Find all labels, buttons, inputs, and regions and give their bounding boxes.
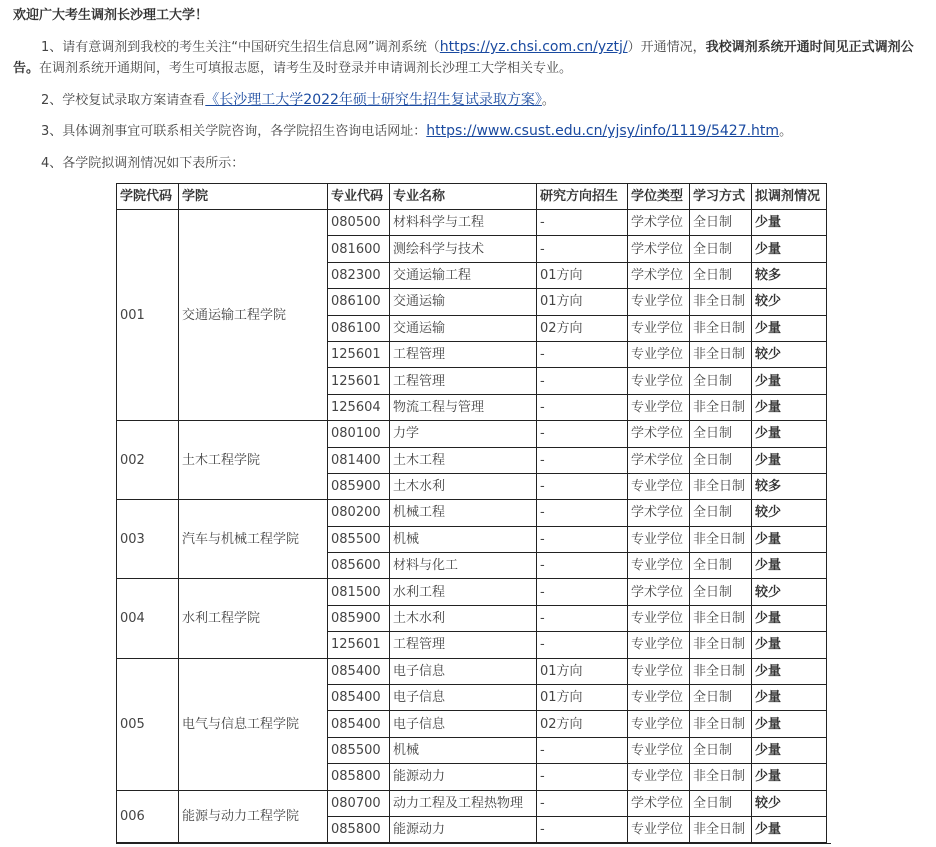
adjustment-status-cell: 较少	[752, 500, 827, 526]
study-mode-cell: 非全日制	[690, 632, 752, 658]
major-name-cell: 电子信息	[390, 711, 537, 737]
study-mode-cell: 非全日制	[690, 473, 752, 499]
p4-text: 4、各学院拟调剂情况如下表所示：	[41, 156, 245, 171]
chsi-adjustment-link[interactable]: https://yz.chsi.com.cn/yztj/	[439, 39, 628, 55]
study-mode-cell: 全日制	[690, 737, 752, 763]
major-name-cell: 工程管理	[390, 632, 537, 658]
adjustment-status-cell: 少量	[752, 685, 827, 711]
major-code-cell: 085800	[328, 764, 390, 790]
study-mode-cell: 全日制	[690, 262, 752, 288]
notice-paragraph-1	[13, 37, 931, 79]
study-mode-cell: 非全日制	[690, 394, 752, 420]
study-mode-cell: 全日制	[690, 236, 752, 262]
research-direction-cell: 02方向	[537, 711, 628, 737]
major-name-cell: 交通运输	[390, 289, 537, 315]
research-direction-cell: -	[537, 790, 628, 816]
major-code-cell: 082300	[328, 262, 390, 288]
major-code-cell: 081500	[328, 579, 390, 605]
adjustment-status-cell: 少量	[752, 526, 827, 552]
major-code-cell: 085400	[328, 658, 390, 684]
major-code-cell: 125601	[328, 368, 390, 394]
degree-type-cell: 专业学位	[628, 553, 690, 579]
adjustment-status-cell: 少量	[752, 632, 827, 658]
degree-type-cell: 专业学位	[628, 632, 690, 658]
adjustment-status-cell: 少量	[752, 236, 827, 262]
notice-paragraph-2	[13, 90, 931, 111]
p3-text-after: 。	[779, 124, 793, 139]
research-direction-cell: -	[537, 500, 628, 526]
major-code-cell: 085900	[328, 473, 390, 499]
major-code-cell: 080200	[328, 500, 390, 526]
header-research-direction: 研究方向招生	[537, 184, 628, 210]
p3-text-before: 3、具体调剂事宜可联系相关学院咨询，各学院招生咨询电话网址：	[41, 124, 427, 139]
study-mode-cell: 全日制	[690, 421, 752, 447]
major-name-cell: 工程管理	[390, 341, 537, 367]
adjustment-status-cell: 少量	[752, 394, 827, 420]
research-direction-cell: -	[537, 579, 628, 605]
adjustment-status-cell: 少量	[752, 315, 827, 341]
admission-plan-link[interactable]: 《长沙理工大学2022年硕士研究生招生复试录取方案》	[205, 92, 542, 108]
research-direction-cell: -	[537, 526, 628, 552]
study-mode-cell: 全日制	[690, 447, 752, 473]
degree-type-cell: 专业学位	[628, 605, 690, 631]
study-mode-cell: 全日制	[690, 368, 752, 394]
major-code-cell: 085600	[328, 553, 390, 579]
header-college-code: 学院代码	[117, 184, 179, 210]
degree-type-cell: 专业学位	[628, 764, 690, 790]
adjustment-status-cell: 少量	[752, 816, 827, 842]
major-code-cell: 085500	[328, 737, 390, 763]
research-direction-cell: 02方向	[537, 315, 628, 341]
college-code-cell: 005	[117, 658, 179, 790]
adjustment-status-cell: 较少	[752, 579, 827, 605]
degree-type-cell: 专业学位	[628, 658, 690, 684]
college-name-cell: 交通运输工程学院	[179, 210, 328, 421]
adjustment-status-cell: 较少	[752, 790, 827, 816]
degree-type-cell: 学术学位	[628, 500, 690, 526]
table-row	[117, 790, 827, 816]
research-direction-cell: -	[537, 816, 628, 842]
p1-text-after: 在调剂系统开通期间，考生可填报志愿，请考生及时登录并申请调剂长沙理工大学相关专业。	[39, 61, 573, 76]
adjustment-status-cell: 少量	[752, 210, 827, 236]
college-code-cell: 001	[117, 210, 179, 421]
major-name-cell: 测绘科学与技术	[390, 236, 537, 262]
study-mode-cell: 非全日制	[690, 341, 752, 367]
degree-type-cell: 专业学位	[628, 368, 690, 394]
research-direction-cell: 01方向	[537, 658, 628, 684]
research-direction-cell: -	[537, 605, 628, 631]
p1-text-before: 1、请有意调剂到我校的考生关注“中国研究生招生信息网”调剂系统（	[41, 40, 440, 55]
header-study-mode: 学习方式	[690, 184, 752, 210]
adjustment-status-cell: 少量	[752, 421, 827, 447]
adjustment-status-cell: 少量	[752, 658, 827, 684]
table-header-row	[117, 184, 827, 210]
p1-text-middle: ）开通情况，	[627, 40, 706, 55]
major-code-cell: 125601	[328, 341, 390, 367]
research-direction-cell: 01方向	[537, 685, 628, 711]
research-direction-cell: -	[537, 341, 628, 367]
major-code-cell: 086100	[328, 289, 390, 315]
table-continuation-rule	[116, 843, 831, 844]
study-mode-cell: 非全日制	[690, 658, 752, 684]
degree-type-cell: 学术学位	[628, 790, 690, 816]
study-mode-cell: 全日制	[690, 790, 752, 816]
degree-type-cell: 专业学位	[628, 737, 690, 763]
adjustment-status-cell: 少量	[752, 764, 827, 790]
degree-type-cell: 专业学位	[628, 341, 690, 367]
degree-type-cell: 学术学位	[628, 236, 690, 262]
adjustment-status-cell: 较少	[752, 289, 827, 315]
adjustment-status-cell: 少量	[752, 711, 827, 737]
adjustment-status-cell: 少量	[752, 368, 827, 394]
college-name-cell: 汽车与机械工程学院	[179, 500, 328, 579]
table-row	[117, 500, 827, 526]
major-name-cell: 工程管理	[390, 368, 537, 394]
research-direction-cell: -	[537, 764, 628, 790]
major-name-cell: 土木工程	[390, 447, 537, 473]
research-direction-cell: -	[537, 737, 628, 763]
adjustment-status-cell: 较多	[752, 473, 827, 499]
major-name-cell: 机械	[390, 737, 537, 763]
greeting-heading: 欢迎广大考生调剂长沙理工大学！	[13, 8, 209, 23]
research-direction-cell: -	[537, 368, 628, 394]
major-name-cell: 能源动力	[390, 816, 537, 842]
notice-paragraph-3	[13, 121, 931, 142]
research-direction-cell: -	[537, 473, 628, 499]
major-code-cell: 080700	[328, 790, 390, 816]
table-row	[117, 421, 827, 447]
research-direction-cell: 01方向	[537, 289, 628, 315]
research-direction-cell: -	[537, 553, 628, 579]
header-major-code: 专业代码	[328, 184, 390, 210]
major-name-cell: 机械	[390, 526, 537, 552]
study-mode-cell: 全日制	[690, 210, 752, 236]
major-name-cell: 动力工程及工程热物理	[390, 790, 537, 816]
header-college: 学院	[179, 184, 328, 210]
degree-type-cell: 学术学位	[628, 421, 690, 447]
college-name-cell: 电气与信息工程学院	[179, 658, 328, 790]
research-direction-cell: -	[537, 236, 628, 262]
major-code-cell: 085500	[328, 526, 390, 552]
degree-type-cell: 学术学位	[628, 447, 690, 473]
adjustment-status-cell: 较多	[752, 262, 827, 288]
research-direction-cell: -	[537, 632, 628, 658]
major-code-cell: 085900	[328, 605, 390, 631]
degree-type-cell: 专业学位	[628, 711, 690, 737]
major-code-cell: 081400	[328, 447, 390, 473]
study-mode-cell: 全日制	[690, 685, 752, 711]
major-name-cell: 机械工程	[390, 500, 537, 526]
college-code-cell: 003	[117, 500, 179, 579]
adjustment-status-cell: 少量	[752, 553, 827, 579]
study-mode-cell: 非全日制	[690, 764, 752, 790]
major-name-cell: 土木水利	[390, 605, 537, 631]
notice-paragraph-4	[13, 153, 931, 174]
major-code-cell: 085800	[328, 816, 390, 842]
degree-type-cell: 学术学位	[628, 262, 690, 288]
major-code-cell: 085400	[328, 685, 390, 711]
major-name-cell: 交通运输工程	[390, 262, 537, 288]
college-name-cell: 能源与动力工程学院	[179, 790, 328, 843]
research-direction-cell: -	[537, 394, 628, 420]
major-name-cell: 电子信息	[390, 658, 537, 684]
table-row	[117, 579, 827, 605]
adjustment-status-cell: 少量	[752, 605, 827, 631]
degree-type-cell: 专业学位	[628, 289, 690, 315]
major-name-cell: 物流工程与管理	[390, 394, 537, 420]
degree-type-cell: 专业学位	[628, 816, 690, 842]
adjustment-table	[116, 183, 827, 843]
study-mode-cell: 非全日制	[690, 605, 752, 631]
major-name-cell: 力学	[390, 421, 537, 447]
degree-type-cell: 学术学位	[628, 579, 690, 605]
adjustment-status-cell: 少量	[752, 447, 827, 473]
p2-text-before: 2、学校复试录取方案请查看	[41, 93, 206, 108]
major-code-cell: 081600	[328, 236, 390, 262]
major-name-cell: 水利工程	[390, 579, 537, 605]
degree-type-cell: 学术学位	[628, 210, 690, 236]
research-direction-cell: -	[537, 447, 628, 473]
degree-type-cell: 专业学位	[628, 473, 690, 499]
degree-type-cell: 专业学位	[628, 315, 690, 341]
degree-type-cell: 专业学位	[628, 394, 690, 420]
study-mode-cell: 非全日制	[690, 816, 752, 842]
p1-bold-text: 我校调剂系统开通时间见正式调剂公告。	[13, 40, 914, 76]
college-code-cell: 006	[117, 790, 179, 843]
research-direction-cell: -	[537, 210, 628, 236]
major-code-cell: 125604	[328, 394, 390, 420]
adjustment-status-cell: 较少	[752, 341, 827, 367]
study-mode-cell: 非全日制	[690, 315, 752, 341]
adjustment-status-cell: 少量	[752, 737, 827, 763]
college-name-cell: 土木工程学院	[179, 421, 328, 500]
study-mode-cell: 非全日制	[690, 711, 752, 737]
research-direction-cell: 01方向	[537, 262, 628, 288]
college-contacts-link[interactable]: https://www.csust.edu.cn/yjsy/info/1119/5427.htm	[426, 123, 780, 139]
major-code-cell: 080500	[328, 210, 390, 236]
major-name-cell: 交通运输	[390, 315, 537, 341]
college-code-cell: 002	[117, 421, 179, 500]
major-code-cell: 085400	[328, 711, 390, 737]
degree-type-cell: 专业学位	[628, 685, 690, 711]
college-code-cell: 004	[117, 579, 179, 658]
study-mode-cell: 全日制	[690, 579, 752, 605]
header-major-name: 专业名称	[390, 184, 537, 210]
major-code-cell: 086100	[328, 315, 390, 341]
college-name-cell: 水利工程学院	[179, 579, 328, 658]
p2-text-after: 。	[541, 93, 555, 108]
major-name-cell: 电子信息	[390, 685, 537, 711]
header-adjustment-status: 拟调剂情况	[752, 184, 827, 210]
research-direction-cell: -	[537, 421, 628, 447]
study-mode-cell: 非全日制	[690, 289, 752, 315]
major-name-cell: 能源动力	[390, 764, 537, 790]
study-mode-cell: 全日制	[690, 553, 752, 579]
header-degree-type: 学位类型	[628, 184, 690, 210]
study-mode-cell: 全日制	[690, 500, 752, 526]
major-code-cell: 125601	[328, 632, 390, 658]
major-name-cell: 土木水利	[390, 473, 537, 499]
major-name-cell: 材料科学与工程	[390, 210, 537, 236]
study-mode-cell: 非全日制	[690, 526, 752, 552]
degree-type-cell: 专业学位	[628, 526, 690, 552]
table-row	[117, 658, 827, 684]
major-name-cell: 材料与化工	[390, 553, 537, 579]
major-code-cell: 080100	[328, 421, 390, 447]
table-row	[117, 210, 827, 236]
